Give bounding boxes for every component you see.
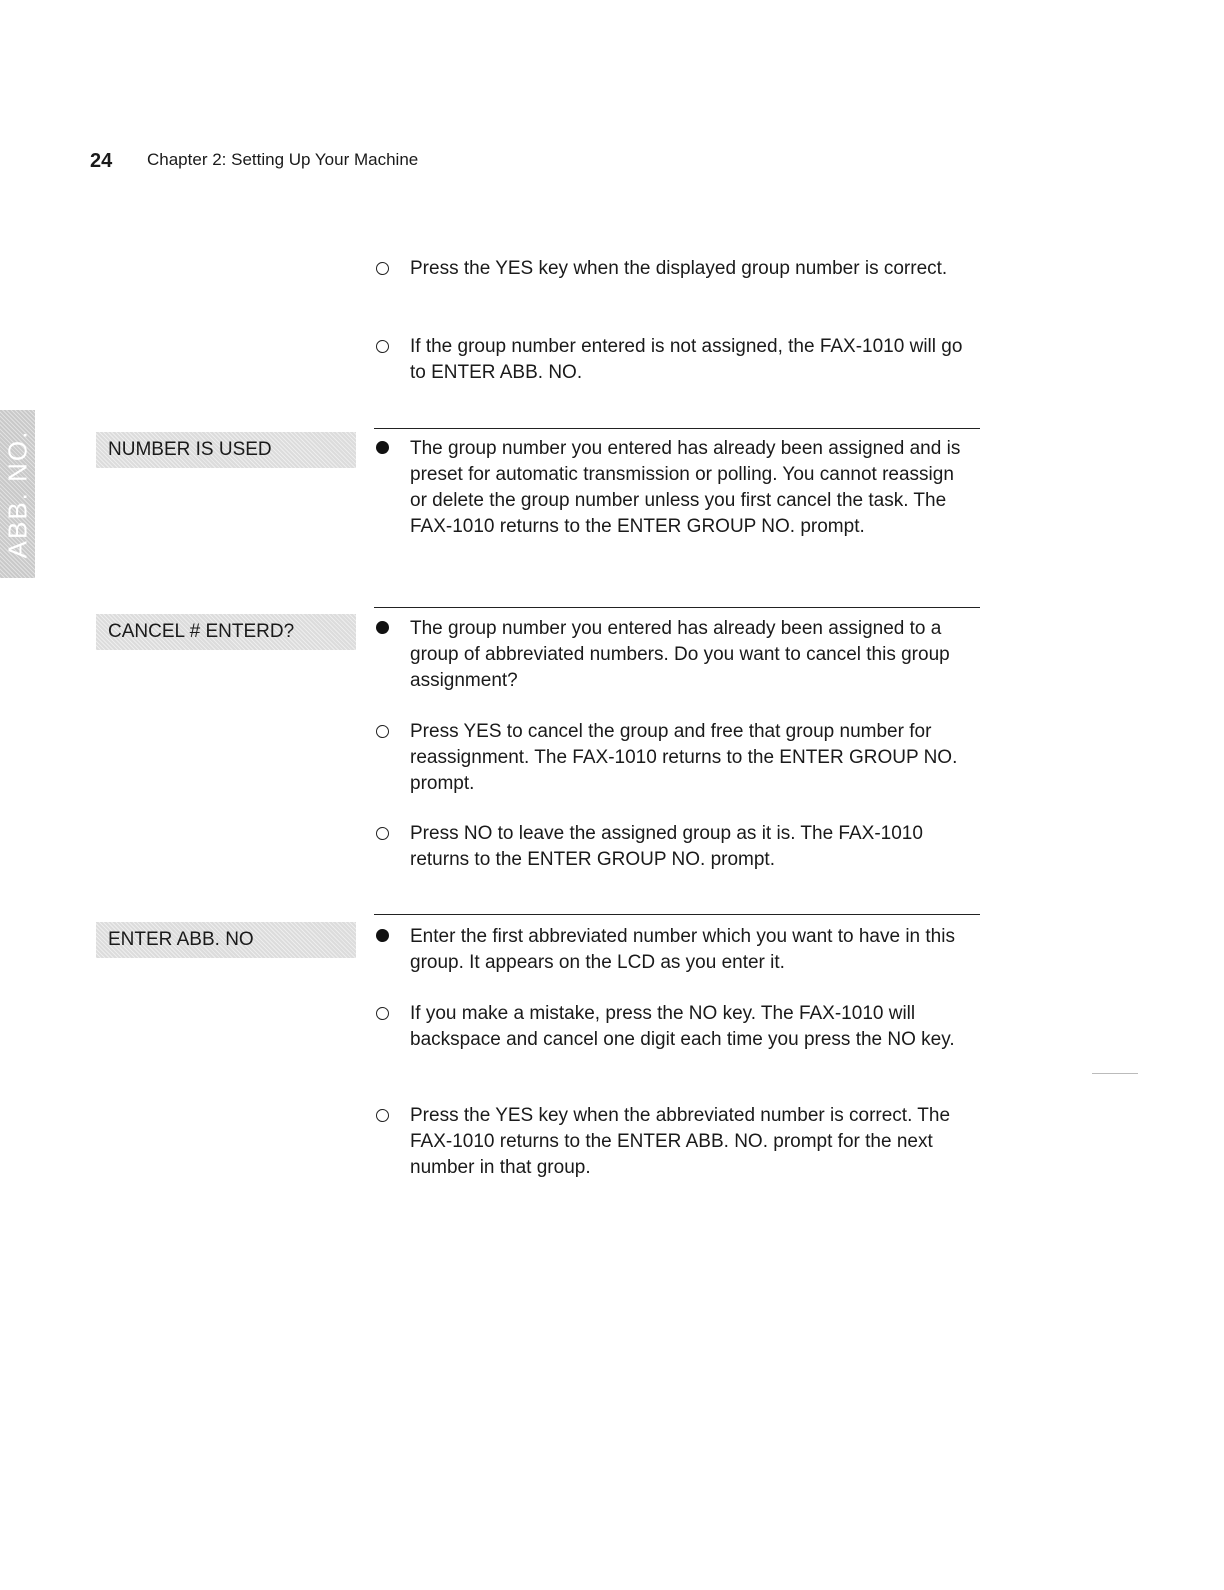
item-text: Press the YES key when the abbreviated number is correct. The FAX-1010 returns to the ENTER ABB. NO. prompt for the next number in that group. — [410, 1105, 951, 1178]
item-text: Press YES to cancel the group and free that group number for reassignment. The FAX-1010 returns to the ENTER GROUP NO. prompt. — [410, 721, 958, 794]
filled-circle-bullet-icon — [374, 436, 410, 540]
list-item — [374, 1103, 974, 1181]
item-text: Press NO to leave the assigned group as it is. The FAX-1010 returns to the ENTER GROUP NO. prompt. — [410, 823, 923, 870]
item-text: The group number you entered has already been assigned and is preset for automatic transmission or polling. You cannot reassign or delete the group number unless you first cancel the task. The FAX-1010 returns to the ENTER GROUP NO. prompt. — [410, 438, 961, 537]
list-item — [374, 821, 974, 873]
open-circle-bullet-icon — [374, 334, 410, 386]
open-circle-bullet-icon — [374, 719, 410, 797]
margin-mark — [1092, 1073, 1138, 1074]
open-circle-bullet-icon — [374, 821, 410, 873]
list-item — [374, 256, 974, 282]
section-divider — [374, 607, 980, 608]
item-text: Press the YES key when the displayed group number is correct. — [410, 258, 948, 279]
open-circle-bullet-icon — [374, 256, 410, 282]
item-text: If the group number entered is not assigned, the FAX-1010 will go to ENTER ABB. NO. — [410, 336, 963, 383]
list-item — [374, 1001, 974, 1053]
open-circle-bullet-icon — [374, 1001, 410, 1053]
open-circle-bullet-icon — [374, 1103, 410, 1181]
list-item — [374, 616, 974, 694]
filled-circle-bullet-icon — [374, 616, 410, 694]
section-tab — [0, 410, 35, 578]
lcd-message-cancel-entered: CANCEL # ENTERD? — [96, 614, 356, 650]
list-item — [374, 924, 974, 976]
running-head: Chapter 2: Setting Up Your Machine — [147, 150, 419, 169]
list-item — [374, 436, 974, 540]
page-number: 24 — [90, 150, 113, 172]
section-divider — [374, 914, 980, 915]
lcd-message-number-is-used: NUMBER IS USED — [96, 432, 356, 468]
item-text: The group number you entered has already been assigned to a group of abbreviated numbers. Do you want to cancel this group assignment? — [410, 618, 950, 691]
item-text: If you make a mistake, press the NO key. The FAX-1010 will backspace and cancel one digit each time you press the NO key. — [410, 1003, 955, 1050]
list-item — [374, 719, 974, 797]
list-item — [374, 334, 974, 386]
section-divider — [374, 428, 980, 429]
filled-circle-bullet-icon — [374, 924, 410, 976]
lcd-message-enter-abb-no: ENTER ABB. NO — [96, 922, 356, 958]
section-tab-label: ABB. NO. — [2, 429, 32, 559]
item-text: Enter the first abbreviated number which you want to have in this group. It appears on the LCD as you enter it. — [410, 926, 955, 973]
